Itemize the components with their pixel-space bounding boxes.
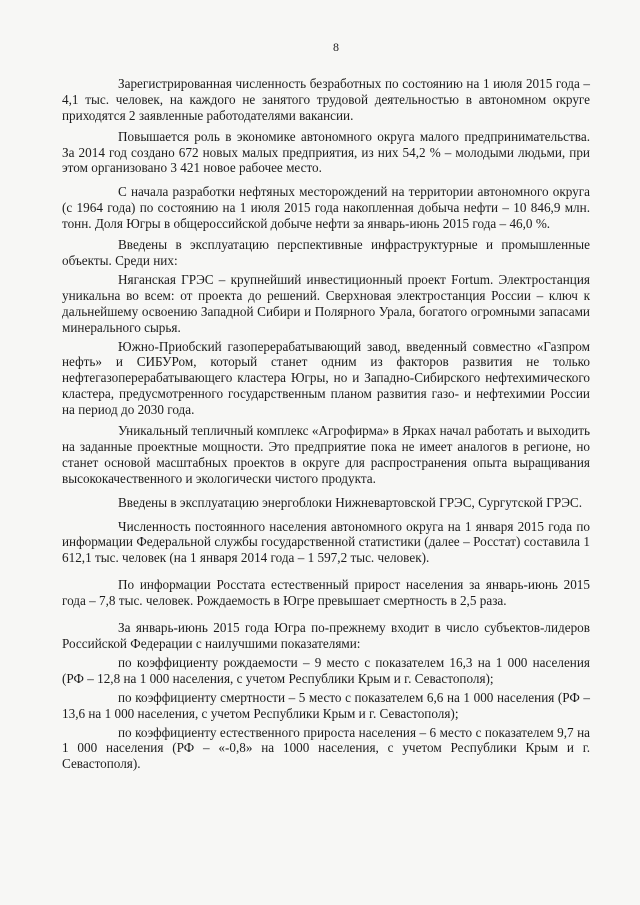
paragraph-leaders-intro: За январь-июнь 2015 года Югра по-прежнему входит в число субъектов-лидеров Российской Федерации с наилучшими показателями: <box>62 620 590 651</box>
paragraph-power-units: Введены в эксплуатацию энергоблоки Нижневартовской ГРЭС, Сургутской ГРЭС. <box>118 494 583 510</box>
paragraph-new-facilities: Введены в эксплуатацию перспективные инфраструктурные и промышленные объекты. Среди них: <box>62 237 590 268</box>
paragraph-oil-production: С начала разработки нефтяных месторождений на территории автономного округа (с 1964 года) по состоянию на 1 июля 2015 года накопленная добыча нефти – 10 846,9 млн. тонн. Доля Югры в общероссийской добыче нефти за январь-июнь 2015 года – 46,0 %. <box>62 184 590 232</box>
paragraph-unemployment: Зарегистрированная численность безработных по состоянию на 1 июля 2015 года – 4,1 тыс. человек, на каждого не занятого трудовой деятельностью в автономном округе приходятся 2 заявленные работодателями вакансии. <box>62 75 590 123</box>
paragraph-natural-growth: По информации Росстата естественный прирост населения за январь-июнь 2015 года – 7,8 тыс. человек. Рождаемость в Югре превышает смертность в 2,5 раза. <box>62 577 590 609</box>
paragraph-small-business: Повышается роль в экономике автономного округа малого предпринимательства. За 2014 год создано 672 новых малых предприятия, из них 54,2 % – молодыми людьми, при этом организовано 3 421 новое рабочее место. <box>62 128 590 176</box>
paragraph-population: Численность постоянного населения автономного округа на 1 января 2015 года по информации Федеральной службы государственной статистики (далее – Росстат) составила 1 612,1 тыс. человек (на 1 января 2014 года – 1 597,2 тыс. человек). <box>62 518 590 566</box>
paragraph-growth-rate: по коэффициенту естественного прироста населения – 6 место с показателем 9,7 на 1 000 населения (РФ – «-0,8» на 1000 населения, с учетом Республики Крым и г. Севастополя). <box>62 724 590 772</box>
page-number: 8 <box>333 40 339 54</box>
paragraph-birth-rate: по коэффициенту рождаемости – 9 место с показателем 16,3 на 1 000 населения (РФ – 12,8 на 1 000 населения, с учетом Республики Крым и г. Севастополя); <box>62 654 590 686</box>
paragraph-nyagan-gres: Няганская ГРЭС – крупнейший инвестиционный проект Fortum. Электростанция уникальна во всем: от проекта до решений. Сверхновая электростанция России – ключ к дальнейшему освоению Западной Сибири и Полярного Урала, богатого огромными запасами минерального сырья. <box>62 271 590 335</box>
paragraph-mortality: по коэффициенту смертности – 5 место с показателем 6,6 на 1 000 населения (РФ – 13,6 на 1 000 населения, с учетом Республики Крым и г. Севастополя); <box>62 689 590 721</box>
paragraph-greenhouse: Уникальный тепличный комплекс «Агрофирма» в Ярках начал работать и выходить на заданные проектные мощности. Это предприятие пока не имеет аналогов в регионе, но станет основой масштабных проектов в округе для распространения опыта выращивания высококачественного и экологически чистого продукта. <box>62 423 590 486</box>
paragraph-gas-plant: Южно-Приобский газоперерабатывающий завод, введенный совместно «Газпром нефть» и СИБУРом, который станет одним из факторов развития не только нефтегазоперерабатывающего кластера Югры, но и Западно-Сибирского нефтехимического кластера, предусмотренного государственным планом развития газо- и нефтехимии России на период до 2030 года. <box>62 338 590 418</box>
